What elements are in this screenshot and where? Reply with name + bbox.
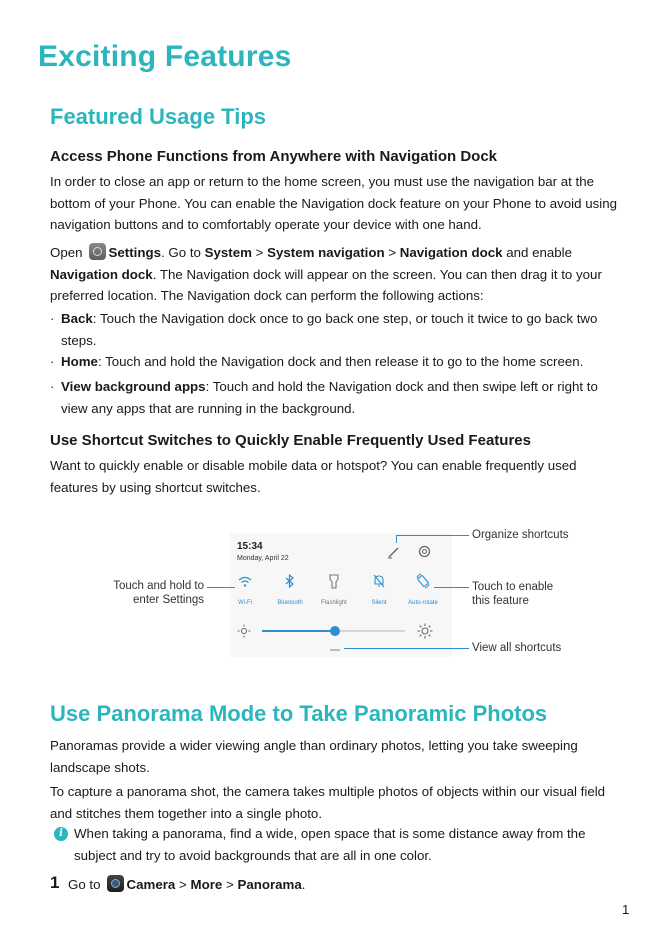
auto-rotate-icon[interactable] (415, 573, 431, 590)
subheading-navigation-dock: Access Phone Functions from Anywhere with Navigation Dock (50, 148, 498, 165)
camera-term: Camera (126, 877, 176, 892)
system-term: System (204, 245, 252, 260)
settings-term: Settings (108, 245, 161, 260)
paragraph-panorama-intro: Panoramas provide a wider viewing angle than ordinary photos, letting you take sweeping landscape shots. (50, 738, 578, 775)
callout-touch-enable-line2: this feature (472, 595, 529, 607)
bullet-text: : Touch the Navigation dock once to go back one step, or touch it twice to go back two steps. (61, 311, 598, 348)
navigation-dock-term-2: Navigation dock (50, 266, 153, 282)
status-time: 15:34 (237, 541, 263, 552)
camera-app-icon (107, 875, 124, 892)
list-item-home: · Home: Touch and hold the Navigation dock and then release it to go to the home screen. (50, 354, 584, 369)
wifi-icon[interactable] (237, 574, 253, 590)
shortcut-label-flashlight: Flashlight (321, 600, 347, 606)
and-enable-text: and enable (506, 245, 572, 260)
settings-app-icon (89, 243, 106, 260)
brightness-low-icon (237, 624, 251, 638)
callout-touch-enable (472, 580, 553, 608)
callout-line-organize-drop (396, 535, 397, 543)
callout-line-touch-enable (434, 587, 469, 588)
silent-icon[interactable] (371, 573, 387, 590)
info-icon: i (54, 827, 68, 841)
navigation-steps-rest: . The Navigation dock will appear on the screen. You can then drag it to your preferred location. The Navigation dock can perform the following actions: (50, 266, 602, 303)
gear-icon[interactable] (416, 543, 433, 560)
shortcut-label-silent: Silent (371, 600, 387, 606)
flashlight-icon[interactable] (326, 573, 342, 590)
list-item-back: · Back: Touch the Navigation dock once to go back one step, or touch it twice to go back two steps. (50, 311, 598, 348)
more-term: More (190, 877, 223, 892)
separator: > (255, 245, 264, 260)
callout-view-all: View all shortcuts (472, 642, 562, 654)
bullet-term: Back (61, 311, 93, 326)
status-date: Monday, April 22 (237, 555, 289, 562)
separator: > (179, 877, 187, 892)
paragraph-shortcut-intro: Want to quickly enable or disable mobile data or hotspot? You can enable frequently used features by using shortcut switches. (50, 458, 577, 495)
callout-line-view-all (344, 648, 469, 649)
navigation-dock-term: Navigation dock (399, 245, 503, 260)
brightness-slider-fill (262, 630, 335, 632)
step-number: 1 (50, 873, 60, 892)
shortcut-label-bluetooth: Bluetooth (277, 600, 303, 606)
bluetooth-icon[interactable] (282, 573, 298, 590)
callout-touch-hold-line2: enter Settings (133, 594, 204, 606)
separator: > (225, 877, 234, 892)
bullet-text: : Touch and hold the Navigation dock and then release it to go to the home screen. (97, 354, 584, 369)
go-to-text: . Go to (161, 245, 201, 260)
bullet-term: View background apps (61, 379, 206, 394)
section-heading-panorama: Use Panorama Mode to Take Panoramic Photos (50, 701, 548, 726)
section-heading-usage-tips: Featured Usage Tips (50, 104, 266, 129)
callout-touch-enable-line1: Touch to enable (472, 581, 554, 593)
step-go-to-text: Go to (68, 877, 101, 892)
shortcut-label-auto-rotate: Auto-rotate (408, 600, 438, 606)
callout-line-touch-hold (207, 587, 235, 588)
brightness-high-icon (417, 623, 433, 639)
step-go-to (68, 874, 568, 896)
step-end: . (301, 877, 306, 892)
bullet-text: : Touch and hold the Navigation dock and then swipe left or right to view any apps that are running in the background. (61, 379, 598, 416)
shortcut-label-wifi: Wi-Fi (238, 600, 252, 606)
system-navigation-term: System navigation (267, 245, 385, 260)
paragraph-panorama-capture: To capture a panorama shot, the camera takes multiple photos of objects within our visual field and stitches them together into a single photo. (50, 784, 606, 821)
note-panorama: When taking a panorama, find a wide, open space that is some distance away from the subject and try to avoid backgrounds that are all in one color. (74, 826, 586, 863)
page-number: 1 (622, 902, 630, 917)
open-word: Open (50, 245, 83, 260)
expand-handle[interactable] (330, 649, 340, 651)
callout-touch-hold-line1: Touch and hold to (113, 580, 204, 592)
callout-touch-hold (100, 579, 204, 607)
subheading-shortcut-switches: Use Shortcut Switches to Quickly Enable Frequently Used Features (50, 432, 531, 449)
panorama-term: Panorama (237, 877, 302, 892)
paragraph-navigation-intro: In order to close an app or return to the home screen, you must use the navigation bar at the bottom of your Phone. You can enable the Navigation dock feature on your Phone to avoid using navigation buttons and to comfortably operate your device with one hand. (50, 174, 617, 232)
callout-organize-shortcuts: Organize shortcuts (472, 529, 569, 541)
separator: > (388, 245, 397, 260)
edit-icon[interactable] (386, 544, 402, 560)
callout-line-organize (396, 535, 469, 536)
list-item-background-apps: · View background apps: Touch and hold the Navigation dock and then swipe left or right to view any apps that are running in the background. (50, 379, 598, 416)
paragraph-navigation-steps (50, 242, 625, 307)
brightness-slider-handle[interactable] (330, 626, 340, 636)
bullet-term: Home (61, 354, 98, 369)
page-title: Exciting Features (38, 40, 292, 73)
